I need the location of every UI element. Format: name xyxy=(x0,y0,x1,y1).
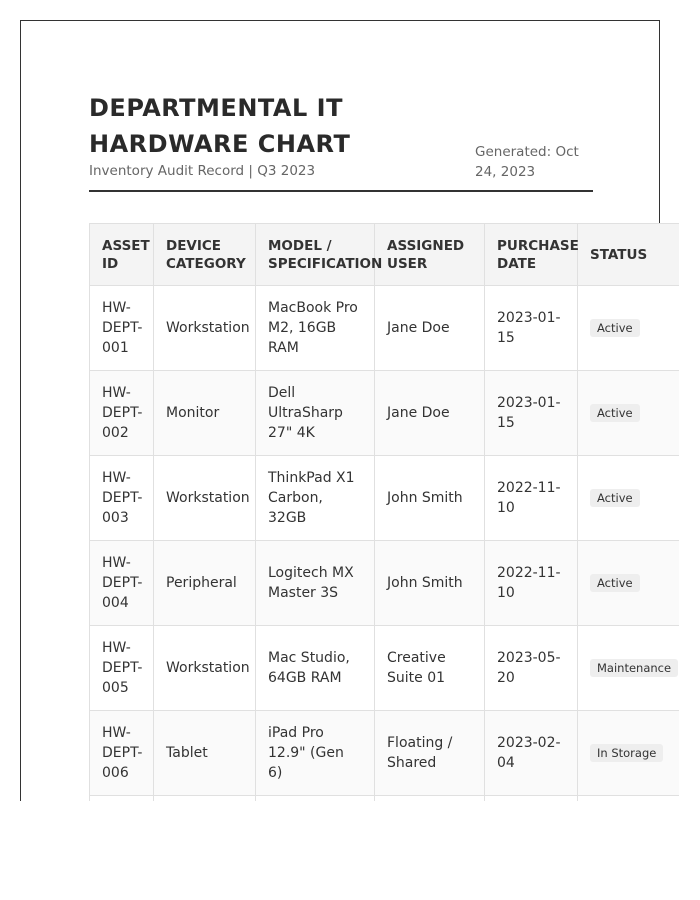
status-cell xyxy=(578,711,680,796)
column-header-model: MODEL / SPECIFICATION xyxy=(256,224,375,286)
column-header-assigned-user: ASSIGNED USER xyxy=(375,224,485,286)
device-category-cell: Workstation xyxy=(154,286,256,371)
column-header-status: STATUS xyxy=(578,224,680,286)
table-row xyxy=(90,541,680,626)
purchase-date-cell: 2023-02-04 xyxy=(485,711,578,796)
status-cell xyxy=(578,286,680,371)
status-cell xyxy=(578,371,680,456)
asset-id-cell xyxy=(90,796,154,802)
asset-id-cell: HW-DEPT-001 xyxy=(90,286,154,371)
status-cell xyxy=(578,541,680,626)
status-badge: Maintenance xyxy=(590,659,678,677)
assigned-user-cell: Jane Doe xyxy=(375,371,485,456)
purchase-date-cell: 2023-05-20 xyxy=(485,626,578,711)
assigned-user-cell: Floating / Shared xyxy=(375,711,485,796)
status-cell xyxy=(578,796,680,802)
status-cell xyxy=(578,456,680,541)
table-row xyxy=(90,286,680,371)
document-header xyxy=(89,90,593,192)
assigned-user-cell: Jane Doe xyxy=(375,286,485,371)
hardware-table-container xyxy=(89,223,679,801)
device-category-cell: Peripheral xyxy=(154,541,256,626)
assigned-user-cell: John Smith xyxy=(375,456,485,541)
model-cell: Dell UltraSharp 27" 4K xyxy=(256,371,375,456)
model-cell: iPad Pro 12.9" (Gen 6) xyxy=(256,711,375,796)
table-row xyxy=(90,796,680,802)
device-category-cell: Tablet xyxy=(154,711,256,796)
purchase-date-cell: 2022-11-10 xyxy=(485,456,578,541)
column-header-asset-id: ASSET ID xyxy=(90,224,154,286)
asset-id-cell: HW-DEPT-002 xyxy=(90,371,154,456)
purchase-date-cell: 2022-11-10 xyxy=(485,541,578,626)
device-category-cell: Workstation xyxy=(154,626,256,711)
device-category-cell: Monitor xyxy=(154,371,256,456)
assigned-user-cell: John Smith xyxy=(375,541,485,626)
assigned-user-cell xyxy=(375,796,485,802)
table-row xyxy=(90,371,680,456)
model-cell: Mac Studio, 64GB RAM xyxy=(256,626,375,711)
status-badge: Active xyxy=(590,404,640,422)
column-header-device-category: DEVICE CATEGORY xyxy=(154,224,256,286)
status-badge: Active xyxy=(590,574,640,592)
status-badge: Active xyxy=(590,489,640,507)
purchase-date-cell: 2023-01-15 xyxy=(485,286,578,371)
document-subtitle: Inventory Audit Record | Q3 2023 xyxy=(89,163,316,179)
table-row xyxy=(90,711,680,796)
column-header-purchase-date: PURCHASE DATE xyxy=(485,224,578,286)
model-cell: MacBook Pro M2, 16GB RAM xyxy=(256,286,375,371)
model-cell: Logitech MX Master 3S xyxy=(256,541,375,626)
status-cell xyxy=(578,626,680,711)
table-row xyxy=(90,626,680,711)
hardware-table xyxy=(89,223,679,801)
model-cell xyxy=(256,796,375,802)
status-badge: Active xyxy=(590,319,640,337)
asset-id-cell: HW-DEPT-003 xyxy=(90,456,154,541)
purchase-date-cell xyxy=(485,796,578,802)
asset-id-cell: HW-DEPT-006 xyxy=(90,711,154,796)
generated-date: Generated: Oct 24, 2023 xyxy=(475,144,579,180)
assigned-user-cell: Creative Suite 01 xyxy=(375,626,485,711)
table-row xyxy=(90,456,680,541)
device-category-cell xyxy=(154,796,256,802)
model-cell: ThinkPad X1 Carbon, 32GB xyxy=(256,456,375,541)
asset-id-cell: HW-DEPT-004 xyxy=(90,541,154,626)
purchase-date-cell: 2023-01-15 xyxy=(485,371,578,456)
device-category-cell: Workstation xyxy=(154,456,256,541)
table-header-row xyxy=(90,224,680,286)
document-title: DEPARTMENTAL IT HARDWARE CHART xyxy=(89,94,351,158)
status-badge: In Storage xyxy=(590,744,663,762)
asset-id-cell: HW-DEPT-005 xyxy=(90,626,154,711)
